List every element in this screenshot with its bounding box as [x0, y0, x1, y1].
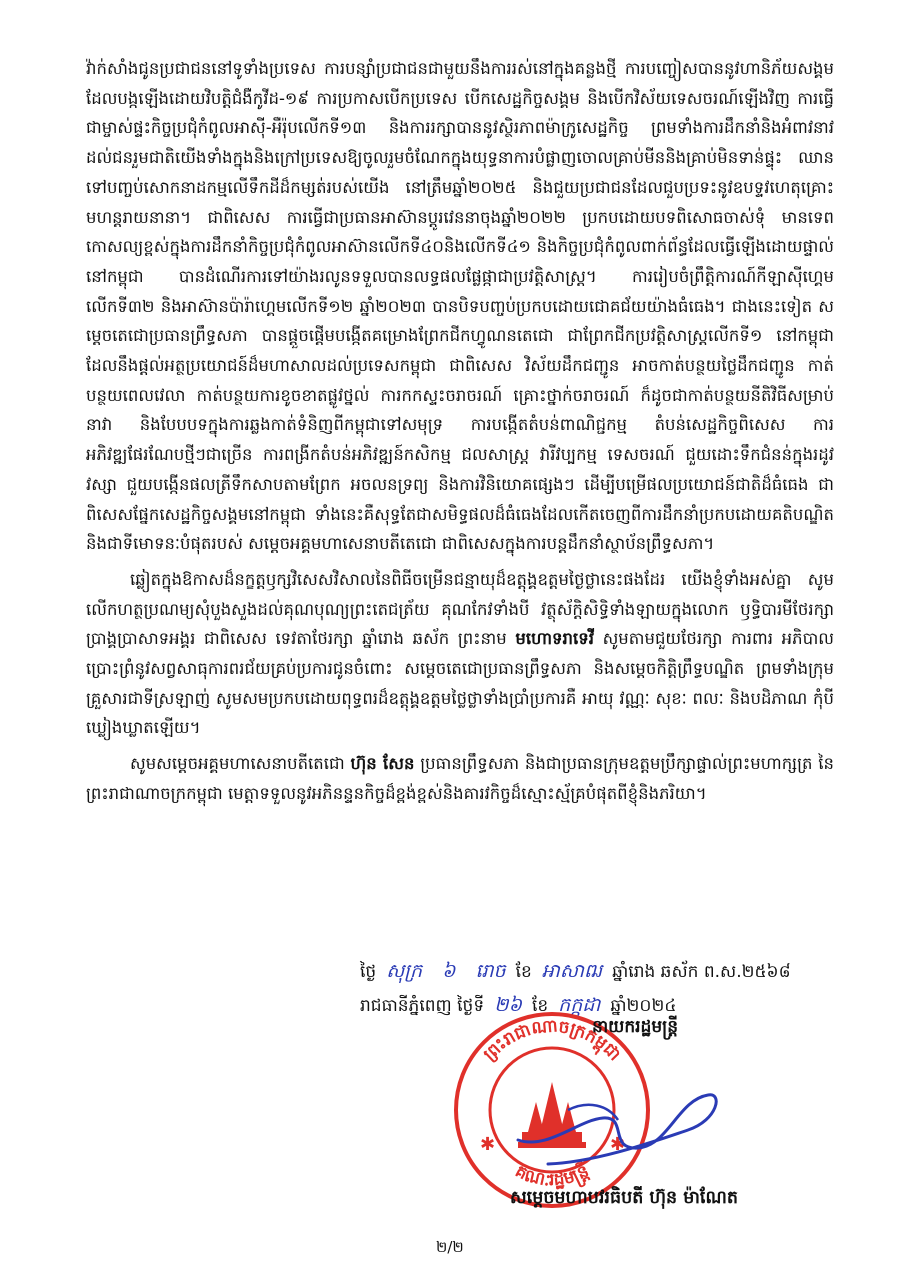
recipient-name: ហ៊ុន សែន	[350, 754, 415, 774]
date-solar-day: ២៦	[494, 994, 522, 1016]
date-lunar-year: ឆ្នាំរោង ឆស័ក ព.ស.២៥៦៨	[612, 962, 791, 982]
date-place: រាជធានីភ្នំពេញ ថ្ងៃទី	[360, 996, 485, 1016]
date-month-label: ខែ	[515, 962, 532, 982]
seal-star-right: ✱	[610, 1134, 626, 1155]
seal-star-left: ✱	[480, 1134, 496, 1155]
date-lunar-num: ៦	[442, 960, 456, 982]
date-lunar-phase: រោច	[475, 960, 506, 982]
paragraph-blessing	[86, 565, 834, 743]
lunar-date	[360, 957, 860, 986]
date-solar-month-label: ខែ	[531, 996, 549, 1016]
date-solar-month: កក្កដា	[558, 994, 601, 1016]
page-number: ២/២	[436, 1238, 464, 1256]
signatory-role: នាយករដ្ឋមន្ត្រី	[592, 1017, 678, 1037]
closing-text-part2: ប្រធានព្រឹទ្ធសភា និងជាប្រធានក្រុមឧត្តមប្រឹក្សាផ្ទាល់ព្រះមហាក្សត្រ នៃព្រះរាជាណាចក្រកម្ពុជា មេត្តាទទួលនូវអភិនន្ទនកិច្ចដ៏ខ្ពង់ខ្ពស់និងគារវកិច្ចដ៏ស្មោះស្ម័គ្របំផុតពីខ្ញុំនិងភរិយា។	[86, 754, 834, 803]
paragraph-closing	[86, 749, 834, 808]
date-lunar-month: អាសាឍ	[541, 960, 603, 982]
blessing-text-part1: ឆ្លៀតក្នុងឱកាសដ៏នក្ខត្តឫក្សវិសេសវិសាលនៃពិធីចម្រើនជន្មាយុដ៏ឧត្តុង្គឧត្តមថ្ងៃថ្លានេះផងដែរ យើងខ្ញុំទាំងអស់គ្នា សូមលើកហត្ថប្រណម្យសុំបួងសួងដល់គុណបុណ្យព្រះតេជត្រ័យ គុណកែវទាំងបី វត្ថុស័ក្តិសិទ្ធិទាំងឡាយក្នុងលោក ឫទ្ធិបារមីថែរក្សាប្រាង្គប្រាសាទអង្គរ ជាពិសេស ទេវតាថែរក្សា ឆ្នាំរោង ឆស័ក ព្រះនាម	[86, 569, 834, 649]
seal-bottom-text: គណៈរដ្ឋមន្ត្រី	[511, 1161, 593, 1192]
seal-top-text: ព្រះរាជាណាចក្រកម្ពុជា	[479, 1016, 625, 1065]
letter-body	[86, 54, 834, 815]
handwritten-signature	[508, 1080, 728, 1170]
closing-text-part1: សូមសម្តេចអគ្គមហាសេនាបតីតេជោ	[130, 754, 345, 774]
paragraph-achievements: វ៉ាក់សាំងជូនប្រជាជននៅទូទាំងប្រទេស ការបន្សាំប្រជាជនជាមួយនឹងការរស់នៅក្នុងគន្លងថ្មី ការបញ្ចៀសបាននូវហានិភ័យសង្គមដែលបង្កឡើងដោយវិបត្តិជំងឺកូវីដ-១៩ ការប្រកាសបើកប្រទេស បើកសេដ្ឋកិច្ចសង្គម និងបើកវិស័យទេសចរណ៍ឡើងវិញ ការធ្វើជាម្ចាស់ផ្ទះកិច្ចប្រជុំកំពូលអាស៊ី-អឺរ៉ុបលើកទី១៣ និងការរក្សាបាននូវស្ថិរភាពម៉ាក្រូសេដ្ឋកិច្ច ព្រមទាំងការដឹកនាំនិងអំពាវនាវដល់ជនរួមជាតិយើងទាំងក្នុងនិងក្រៅប្រទេសឱ្យចូលរួមចំណែកក្នុងយុទ្ធនាការបំផ្លាញចោលគ្រាប់មីននិងគ្រាប់មិនទាន់ផ្ទុះ ឈានទៅបញ្ចប់សោកនាដកម្មលើទឹកដីដ៏កម្សត់របស់យើង នៅត្រឹមឆ្នាំ២០២៥ និងជួយប្រជាជនដែលជួបប្រទះនូវឧបទ្ទវហេតុគ្រោះមហន្តរាយនានា។ ជាពិសេស ការធ្វើជាប្រធានអាស៊ានប្តូរវេននាចុងឆ្នាំ២០២២ ប្រកបដោយបទពិសោធចាស់ទុំ មានទេពកោសល្យខ្ពស់ក្នុងការដឹកនាំកិច្ចប្រជុំកំពូលអាស៊ានលើកទី៤០និងលើកទី៤១ និងកិច្ចប្រជុំកំពូលពាក់ព័ន្ធដែលធ្វើឡើងដោយផ្ទាល់នៅកម្ពុជា បានដំណើរការទៅយ៉ាងរលូនទទួលបានលទ្ធផលផ្លែផ្កាជាប្រវត្តិសាស្ត្រ។ ការរៀបចំព្រឹត្តិការណ៍កីឡាស៊ីហ្គេមលើកទី៣២ និងអាស៊ានប៉ារ៉ាហ្គេមលើកទី១២ ឆ្នាំ២០២៣ បានបិទបញ្ចប់ប្រកបដោយជោគជ័យយ៉ាងធំធេង។ ជាងនេះទៀត សម្តេចតេជោប្រធានព្រឹទ្ធសភា បានផ្តួចផ្តើមបង្កើតគម្រោងព្រែកជីកហ្វូណនតេជោ ជាព្រែកជីកប្រវត្តិសាស្ត្រលើកទី១ នៅកម្ពុជា ដែលនឹងផ្តល់អត្ថប្រយោជន៍ដ៏មហាសាលដល់ប្រទេសកម្ពុជា ជាពិសេស វិស័យដឹកជញ្ជូន អាចកាត់បន្ថយថ្លៃដឹកជញ្ជូន កាត់បន្ថយពេលវេលា កាត់បន្ថយការខូចខាតផ្លូវថ្នល់ ការកកស្ទះចរាចរណ៍ គ្រោះថ្នាក់ចរាចរណ៍ ក៏ដូចជាកាត់បន្ថយនីតិវិធីសម្រាប់នាវា និងបែបបទក្នុងការឆ្លងកាត់ទំនិញពីកម្ពុជាទៅសមុទ្រ ការបង្កើតតំបន់ពាណិជ្ជកម្ម តំបន់សេដ្ឋកិច្ចពិសេស ការអភិវឌ្ឍផែរណែបថ្មីៗជាច្រើន ការពង្រីកតំបន់អភិវឌ្ឍន៍កសិកម្ម ជលសាស្ត្រ វារីវប្បកម្ម ទេសចរណ៍ ជួយដោះទឹកជំនន់ក្នុងរដូវវស្សា ជួយបង្កើនផលត្រីទឹកសាបតាមព្រែក អចលនទ្រព្យ និងការវិនិយោគផ្សេងៗ ដើម្បីបម្រើផលប្រយោជន៍ជាតិដ៏ធំធេង ជាពិសេសផ្នែកសេដ្ឋកិច្ចសង្គមនៅកម្ពុជា ទាំងនេះគឺសុទ្ធតែជាសមិទ្ធផលដ៏ធំធេងដែលកើតចេញពីការដឹកនាំប្រកបដោយគតិបណ្ឌិតនិងជាទីមោទនៈបំផុតរបស់ សម្តេចអគ្គមហាសេនាបតីតេជោ ជាពិសេសក្នុងការបន្តដឹកនាំស្ថាប័នព្រឹទ្ធសភា។	[86, 59, 834, 554]
date-solar-year: ឆ្នាំ២០២៤	[610, 996, 677, 1016]
blessing-text-part2: សូមតាមជួយថែរក្សា ការពារ អភិបាល ប្រោះព្រំនូវសព្វសាធុការពរជ័យគ្រប់ប្រការជូនចំពោះ សម្តេចតេជោប្រធានព្រឹទ្ធសភា និងសម្តេចកិត្តិព្រឹទ្ធបណ្ឌិត ព្រមទាំងក្រុមគ្រួសារជាទីស្រឡាញ់ សូមសមប្រកបដោយពុទ្ធពរដ៏ឧត្តុង្គឧត្តមថ្លៃថ្លាទាំងប្រាំប្រការគឺ អាយុ វណ្ណៈ សុខៈ ពលៈ និងបដិភាណ កុំបីឃ្លៀងឃ្លាតឡើយ។	[86, 629, 834, 738]
deity-name: មហោទរាទេវី	[515, 629, 594, 649]
date-weekday: សុក្រ	[386, 960, 422, 982]
date-day-prefix: ថ្ងៃ	[360, 962, 377, 982]
signatory-name: សម្តេចមហាបវរធិបតី ហ៊ុន ម៉ាណែត	[510, 1188, 738, 1208]
